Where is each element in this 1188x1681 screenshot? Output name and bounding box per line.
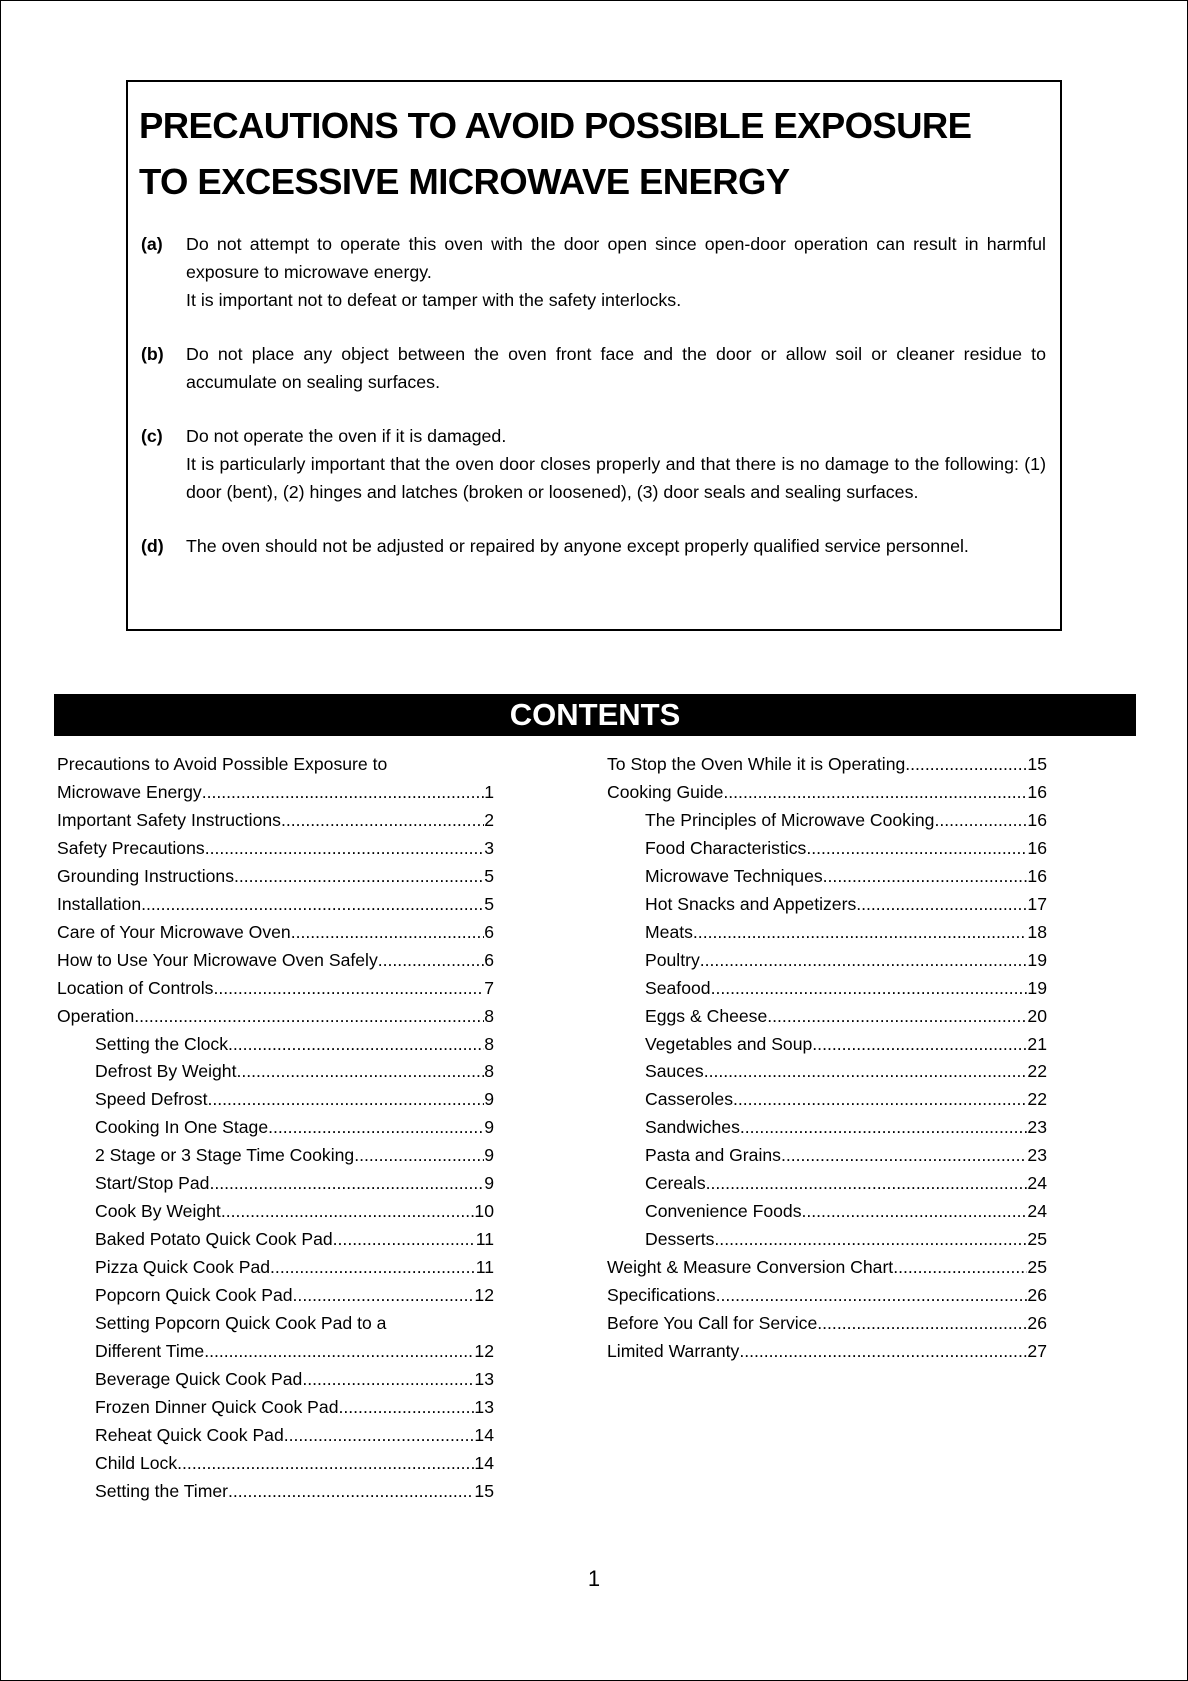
toc-entry-page: 6 (484, 949, 494, 970)
toc-dot-leader (207, 1086, 484, 1114)
toc-entry-title: Child Lock (95, 1452, 178, 1473)
toc-dot-leader (268, 1114, 484, 1142)
toc-dot-leader (378, 947, 484, 975)
toc-entry-title: Beverage Quick Cook Pad (95, 1368, 303, 1389)
toc-entry-page: 14 (474, 1452, 494, 1473)
toc-entry-title: Seafood (645, 977, 711, 998)
toc-entry[interactable] (607, 863, 1047, 891)
toc-entry-page: 10 (474, 1201, 494, 1222)
toc-dot-leader (823, 863, 1028, 891)
toc-entry[interactable] (607, 1142, 1047, 1170)
precaution-text: Do not operate the oven if it is damaged. (186, 426, 507, 446)
toc-entry-page: 1 (484, 781, 494, 802)
toc-entry[interactable] (607, 975, 1047, 1003)
toc-entry[interactable] (57, 751, 494, 779)
precaution-marker: (a) (141, 234, 163, 254)
toc-entry[interactable] (57, 975, 494, 1003)
toc-entry[interactable] (57, 1282, 494, 1310)
toc-entry[interactable] (607, 891, 1047, 919)
toc-left-column (57, 751, 494, 1506)
toc-entry[interactable] (57, 1226, 494, 1254)
toc-entry-title: Start/Stop Pad (95, 1173, 210, 1194)
toc-entry-title: Defrost By Weight (95, 1061, 237, 1082)
toc-entry-title: Hot Snacks and Appetizers (645, 893, 857, 914)
toc-entry-page: 19 (1027, 949, 1047, 970)
toc-entry-page: 12 (474, 1341, 494, 1362)
toc-dot-leader (802, 1198, 1028, 1226)
toc-entry[interactable] (57, 1198, 494, 1226)
toc-entry[interactable] (57, 1003, 494, 1031)
toc-dot-leader (693, 919, 1028, 947)
toc-dot-leader (293, 1282, 475, 1310)
toc-entry-title: Sauces (645, 1061, 704, 1082)
toc-entry-title: Cook By Weight (95, 1201, 221, 1222)
toc-entry[interactable] (607, 1198, 1047, 1226)
toc-entry-page: 11 (475, 1257, 494, 1278)
toc-entry[interactable] (57, 1394, 494, 1422)
toc-entry-page: 9 (484, 1173, 494, 1194)
toc-entry-page: 15 (474, 1480, 494, 1501)
toc-entry-page: 16 (1027, 781, 1047, 802)
toc-entry[interactable] (607, 1031, 1047, 1059)
toc-entry-page: 13 (474, 1368, 494, 1389)
toc-entry-page: 16 (1027, 865, 1047, 886)
toc-dot-leader (339, 1394, 475, 1422)
toc-entry-title: Safety Precautions (57, 837, 205, 858)
toc-dot-leader (714, 1226, 1027, 1254)
toc-entry[interactable] (57, 835, 494, 863)
precaution-text: It is important not to defeat or tamper with the safety interlocks. (186, 290, 682, 310)
toc-entry-page: 9 (484, 1117, 494, 1138)
toc-entry[interactable] (607, 807, 1047, 835)
toc-entry-page: 23 (1027, 1117, 1047, 1138)
toc-entry[interactable] (57, 807, 494, 835)
toc-entry-page: 8 (484, 1005, 494, 1026)
toc-entry-page: 21 (1027, 1033, 1047, 1054)
toc-dot-leader (205, 835, 485, 863)
toc-entry[interactable] (607, 779, 1047, 807)
toc-entry-title: Casseroles (645, 1089, 734, 1110)
toc-entry-title: Limited Warranty (607, 1341, 740, 1362)
toc-dot-leader (291, 919, 484, 947)
toc-entry-title: Cooking In One Stage (95, 1117, 269, 1138)
toc-entry[interactable] (57, 891, 494, 919)
toc-entry-title: Microwave Energy (57, 781, 202, 802)
toc-entry[interactable] (57, 1142, 494, 1170)
toc-entry-page: 9 (484, 1089, 494, 1110)
toc-entry[interactable] (607, 1086, 1047, 1114)
toc-entry-title: Location of Controls (57, 977, 214, 998)
toc-entry-page: 9 (484, 1145, 494, 1166)
toc-dot-leader (270, 1254, 476, 1282)
toc-entry-page: 8 (484, 1061, 494, 1082)
contents-heading: CONTENTS (54, 694, 1136, 736)
toc-entry-page: 22 (1027, 1061, 1047, 1082)
toc-right-column (607, 751, 1047, 1366)
toc-entry[interactable] (57, 1170, 494, 1198)
toc-dot-leader (236, 1058, 484, 1086)
toc-dot-leader (905, 751, 1027, 779)
toc-entry-page: 15 (1027, 754, 1047, 774)
toc-entry[interactable] (57, 779, 494, 807)
toc-entry-title: Cooking Guide (607, 781, 724, 802)
toc-entry[interactable] (607, 1114, 1047, 1142)
toc-entry-page: 18 (1027, 921, 1047, 942)
toc-entry[interactable] (57, 1450, 494, 1478)
toc-entry-title: Baked Potato Quick Cook Pad (95, 1229, 333, 1250)
toc-entry-page: 24 (1027, 1201, 1047, 1222)
precautions-list (139, 230, 1046, 560)
toc-entry-title: Weight & Measure Conversion Chart (607, 1257, 894, 1278)
toc-entry[interactable] (57, 1422, 494, 1450)
toc-entry-title: Pizza Quick Cook Pad (95, 1257, 271, 1278)
toc-entry-page: 26 (1027, 1285, 1047, 1306)
toc-entry-title: Care of Your Microwave Oven (57, 921, 291, 942)
toc-entry[interactable] (607, 1170, 1047, 1198)
precautions-box (126, 80, 1062, 631)
toc-entry-title: Important Safety Instructions (57, 809, 281, 830)
toc-entry-page: 5 (484, 893, 494, 914)
toc-entry[interactable] (607, 1254, 1047, 1282)
toc-dot-leader (141, 891, 484, 919)
toc-entry-page: 24 (1027, 1173, 1047, 1194)
toc-entry-page: 7 (484, 977, 494, 998)
precaution-marker: (d) (141, 536, 164, 556)
toc-entry[interactable] (57, 1478, 494, 1506)
toc-entry-page: 20 (1027, 1005, 1047, 1026)
toc-entry[interactable] (57, 1310, 494, 1338)
toc-entry[interactable] (57, 1086, 494, 1114)
toc-entry-page: 16 (1027, 809, 1047, 830)
precaution-item (139, 230, 1046, 314)
toc-entry[interactable] (607, 919, 1047, 947)
toc-entry-page: 2 (484, 809, 494, 830)
toc-entry-page: 5 (484, 865, 494, 886)
toc-dot-leader (934, 807, 1027, 835)
toc-dot-leader (733, 1086, 1027, 1114)
toc-entry[interactable] (57, 1114, 494, 1142)
toc-dot-leader (700, 947, 1028, 975)
toc-dot-leader (302, 1366, 474, 1394)
page-number: 1 (587, 1566, 601, 1591)
toc-dot-leader (704, 1058, 1028, 1086)
toc-dot-leader (221, 1198, 475, 1226)
toc-dot-leader (817, 1310, 1027, 1338)
toc-entry-title: How to Use Your Microwave Oven Safely (57, 949, 378, 970)
toc-entry-title: To Stop the Oven While it is Operating (607, 754, 906, 774)
toc-entry-title: Precautions to Avoid Possible Exposure to (57, 754, 388, 774)
toc-entry-title: Food Characteristics (645, 837, 807, 858)
toc-entry-title: Poultry (645, 949, 700, 970)
toc-dot-leader (812, 1031, 1027, 1059)
toc-entry-title: Frozen Dinner Quick Cook Pad (95, 1396, 339, 1417)
toc-dot-leader (284, 1422, 475, 1450)
toc-dot-leader (281, 807, 484, 835)
toc-entry[interactable] (607, 1003, 1047, 1031)
precaution-item (139, 532, 1046, 560)
toc-entry-page: 25 (1027, 1257, 1047, 1278)
precautions-title (139, 98, 1046, 210)
toc-dot-leader (134, 1003, 484, 1031)
toc-entry-title: Sandwiches (645, 1117, 740, 1138)
toc-entry[interactable] (607, 835, 1047, 863)
toc-entry-title: Pasta and Grains (645, 1145, 781, 1166)
toc-entry-title: Before You Call for Service (607, 1313, 818, 1334)
toc-entry-page: 17 (1027, 893, 1047, 914)
toc-entry-title: Operation (57, 1005, 135, 1026)
precaution-text: The oven should not be adjusted or repaired by anyone except properly qualified service personnel. (186, 536, 969, 556)
toc-dot-leader (781, 1142, 1027, 1170)
toc-dot-leader (711, 975, 1028, 1003)
toc-dot-leader (228, 1478, 474, 1506)
toc-entry[interactable] (57, 1366, 494, 1394)
precaution-text: It is particularly important that the oven door closes properly and that there is no damage to the following: (1) door (bent), (2) hinges and latches (broken or loosened), (3) door seals and sealing surfaces. (186, 454, 1046, 502)
toc-entry-title: Setting the Timer (95, 1480, 228, 1501)
toc-entry-title: The Principles of Microwave Cooking (645, 809, 935, 830)
toc-entry-page: 27 (1027, 1341, 1047, 1362)
toc-dot-leader (723, 779, 1027, 807)
precaution-marker: (c) (141, 426, 163, 446)
toc-entry-title: Cereals (645, 1173, 706, 1194)
toc-dot-leader (354, 1142, 484, 1170)
toc-entry[interactable] (607, 1058, 1047, 1086)
toc-dot-leader (209, 1170, 484, 1198)
toc-entry-page: 25 (1027, 1229, 1047, 1250)
toc-entry[interactable] (607, 1310, 1047, 1338)
toc-entry[interactable] (57, 1254, 494, 1282)
toc-entry-page: 16 (1027, 837, 1047, 858)
toc-dot-leader (333, 1226, 476, 1254)
toc-entry-page: 22 (1027, 1089, 1047, 1110)
precautions-title-line-1: PRECAUTIONS TO AVOID POSSIBLE EXPOSURE (139, 105, 972, 146)
precaution-text: Do not attempt to operate this oven with the door open since open-door operation can result in harmful exposure to microwave energy. (186, 234, 1046, 282)
toc-entry[interactable] (57, 919, 494, 947)
toc-entry[interactable] (607, 1338, 1047, 1366)
toc-dot-leader (202, 779, 484, 807)
toc-entry-page: 3 (484, 837, 494, 858)
toc-entry[interactable] (57, 1338, 494, 1366)
toc-entry-title: Popcorn Quick Cook Pad (95, 1285, 293, 1306)
toc-dot-leader (204, 1338, 474, 1366)
toc-entry-page: 6 (484, 921, 494, 942)
toc-dot-leader (706, 1170, 1028, 1198)
toc-dot-leader (213, 975, 484, 1003)
toc-entry-title: Speed Defrost (95, 1089, 208, 1110)
toc-entry-page: 11 (475, 1229, 494, 1250)
toc-entry[interactable] (607, 947, 1047, 975)
toc-entry-title: Setting the Clock (95, 1033, 229, 1054)
toc-entry-title: Setting Popcorn Quick Cook Pad to a (95, 1313, 387, 1334)
toc-dot-leader (893, 1254, 1027, 1282)
toc-entry-page: 12 (474, 1285, 494, 1306)
toc-entry-title: Vegetables and Soup (645, 1033, 813, 1054)
toc-entry-title: Meats (645, 921, 693, 942)
toc-entry-title: Specifications (607, 1285, 716, 1306)
toc-entry-page: 14 (474, 1424, 494, 1445)
toc-dot-leader (716, 1282, 1028, 1310)
toc-entry-page: 8 (484, 1033, 494, 1054)
toc-entry-page: 13 (474, 1396, 494, 1417)
precaution-marker: (b) (141, 344, 164, 364)
toc-entry-title: Reheat Quick Cook Pad (95, 1424, 284, 1445)
toc-entry[interactable] (607, 1282, 1047, 1310)
toc-entry-title: Grounding Instructions (57, 865, 235, 886)
toc-dot-leader (177, 1450, 474, 1478)
toc-dot-leader (740, 1114, 1028, 1142)
toc-dot-leader (739, 1338, 1027, 1366)
toc-dot-leader (234, 863, 484, 891)
toc-entry-page: 23 (1027, 1145, 1047, 1166)
toc-entry-title: Desserts (645, 1229, 715, 1250)
toc-entry-title: Eggs & Cheese (645, 1005, 768, 1026)
toc-entry-title: Microwave Techniques (645, 865, 823, 886)
toc-entry[interactable] (607, 1226, 1047, 1254)
toc-entry-page: 19 (1027, 977, 1047, 998)
toc-entry[interactable] (57, 1058, 494, 1086)
toc-entry-page: 26 (1027, 1313, 1047, 1334)
toc-entry-title: 2 Stage or 3 Stage Time Cooking (95, 1145, 355, 1166)
toc-dot-leader (767, 1003, 1027, 1031)
precaution-item (139, 422, 1046, 506)
toc-dot-leader (856, 891, 1027, 919)
precautions-title-line-2: TO EXCESSIVE MICROWAVE ENERGY (139, 161, 790, 202)
toc-entry[interactable] (607, 751, 1047, 779)
toc-entry[interactable] (57, 947, 494, 975)
toc-entry-title: Installation (57, 893, 142, 914)
toc-dot-leader (228, 1031, 484, 1059)
toc-entry-title: Different Time (95, 1341, 205, 1362)
toc-entry[interactable] (57, 1031, 494, 1059)
precaution-item (139, 340, 1046, 396)
toc-dot-leader (806, 835, 1027, 863)
toc-entry-title: Convenience Foods (645, 1201, 802, 1222)
precaution-text: Do not place any object between the oven front face and the door or allow soil or cleaner residue to accumulate on sealing surfaces. (186, 344, 1046, 392)
toc-entry[interactable] (57, 863, 494, 891)
